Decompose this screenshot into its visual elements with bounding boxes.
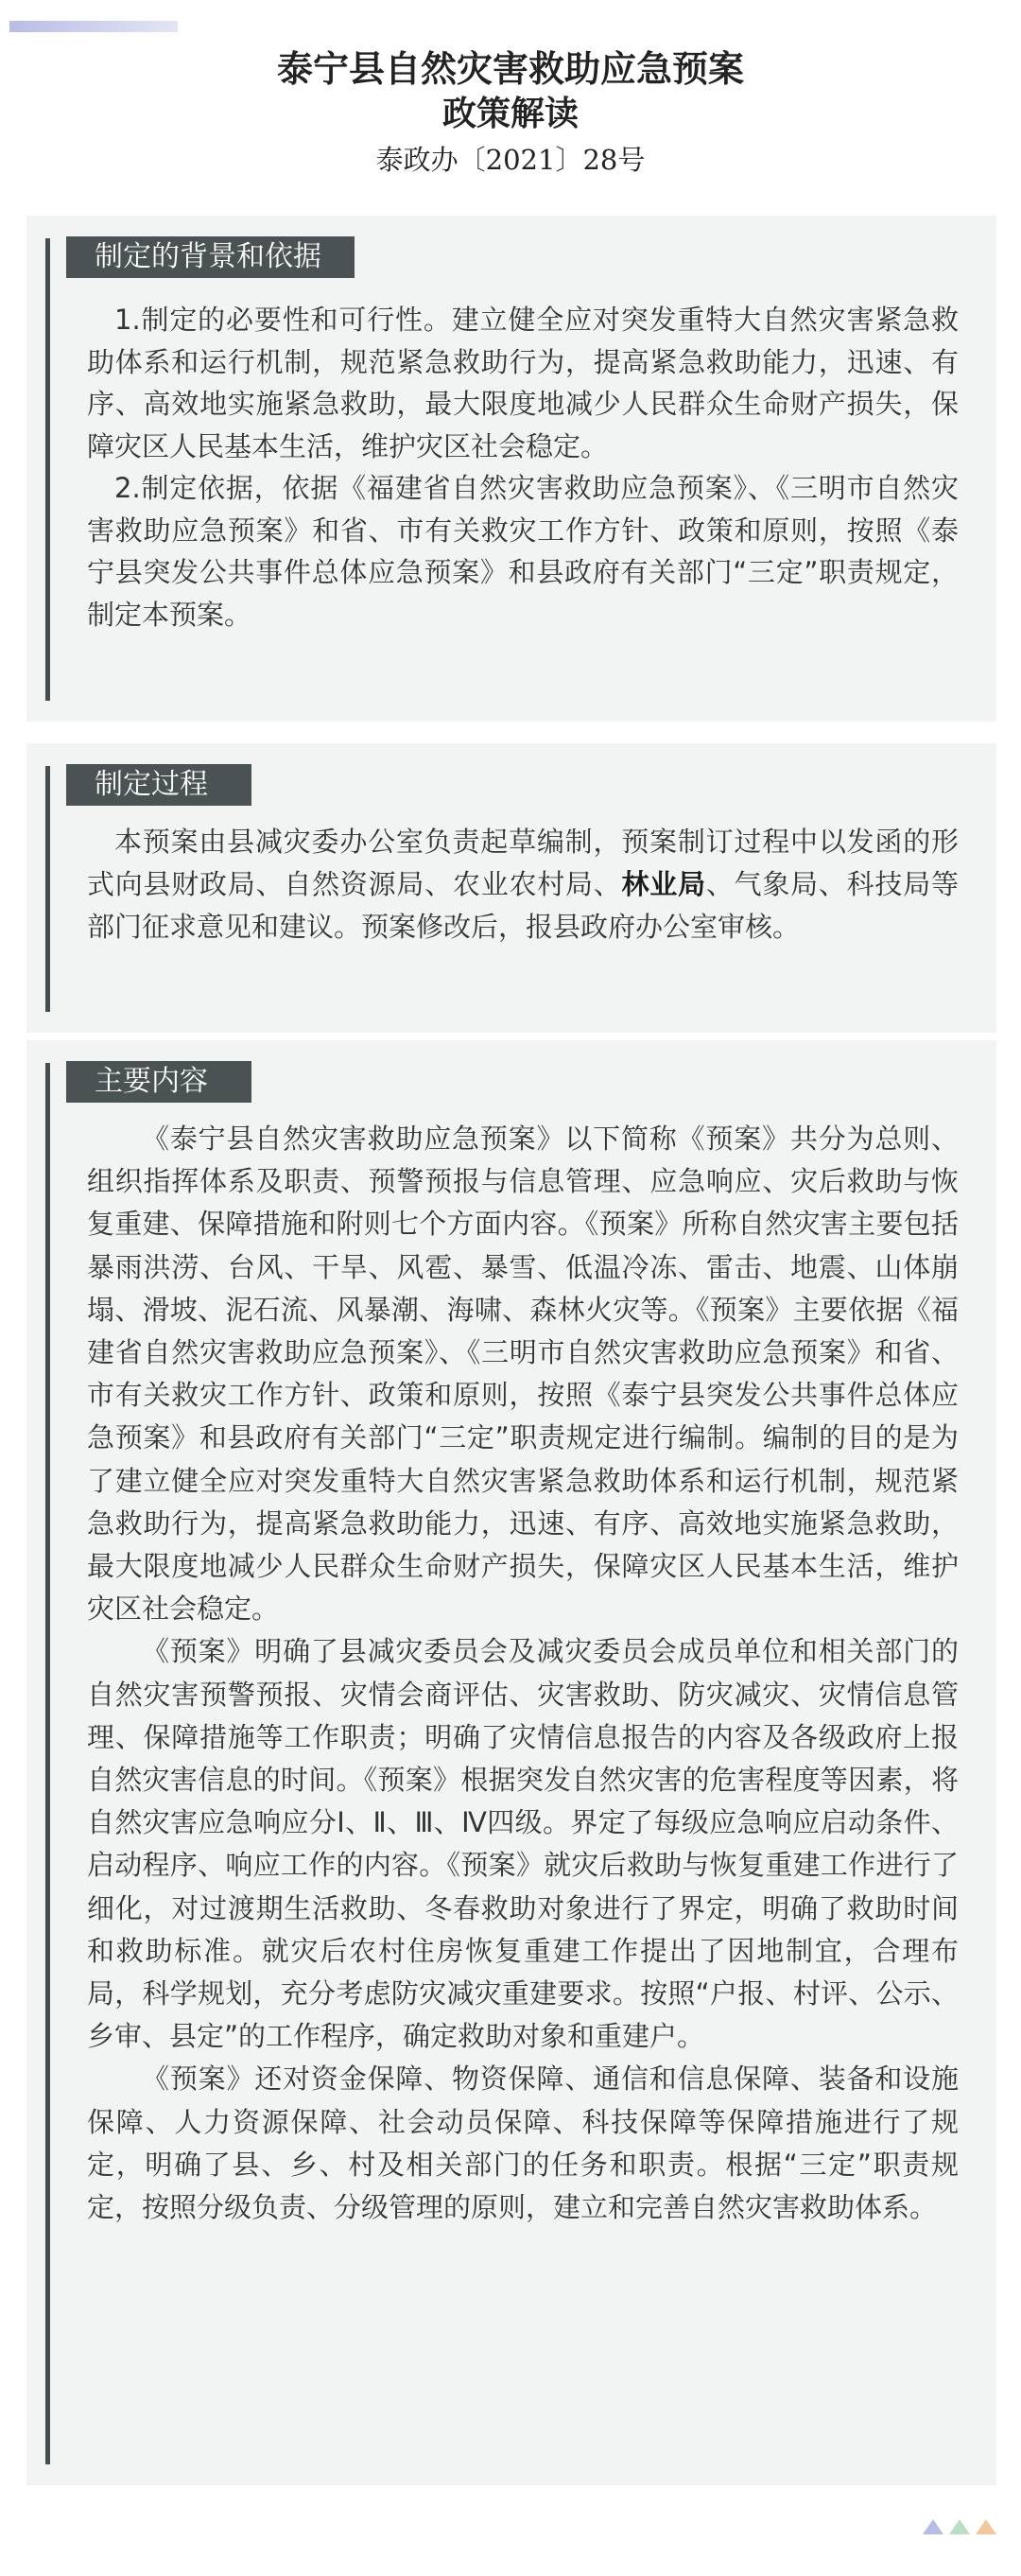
triangle-icon	[949, 2519, 970, 2534]
paragraph: 《预案》明确了县减灾委员会及减灾委员会成员单位和相关部门的自然灾害预警预报、灾情会商评估、灾害救助、防灾减灾、灾情信息管理、保障措施等工作职责；明确了灾情信息报告的内容及各级政府上报自然灾害信息的时间。《预案》根据突发自然灾害的危害程度等因素，将自然灾害应急响应分Ⅰ、Ⅱ、Ⅲ、Ⅳ四级。界定了每级应急响应启动条件、启动程序、响应工作的内容。《预案》就灾后救助与恢复重建工作进行了细化，对过渡期生活救助、冬春救助对象进行了界定，明确了救助时间和救助标准。就灾后农村住房恢复重建工作提出了因地制宜，合理布局，科学规划，充分考虑防灾减灾重建要求。按照“户报、村评、公示、乡审、县定”的工作程序，确定救助对象和重建户。	[87, 1635, 959, 2053]
paragraph: 《泰宁县自然灾害救助应急预案》以下简称《预案》共分为总则、组织指挥体系及职责、预警预报与信息管理、应急响应、灾后救助与恢复重建、保障措施和附则七个方面内容。《预案》所称自然灾害主要包括暴雨洪涝、台风、干旱、风雹、暴雪、低温冷冻、雷击、地震、山体崩塌、滑坡、泥石流、风暴潮、海啸、森林火灾等。《预案》主要依据《福建省自然灾害救助应急预案》、《三明市自然灾害救助应急预案》和省、市有关救灾工作方针、政策和原则，按照《泰宁县突发公共事件总体应急预案》和县政府有关部门“三定”职责规定进行编制。编制的目的是为了建立健全应对突发重特大自然灾害紧急救助体系和运行机制，规范紧急救助行为，提高紧急救助能力，迅速、有序、高效地实施紧急救助，最大限度地减少人民群众生命财产损失，保障灾区人民基本生活，维护灾区社会稳定。	[87, 1123, 959, 1626]
section-body	[87, 1118, 959, 2229]
section-heading: 主要内容	[66, 1061, 251, 1103]
document-number: 泰政办〔2021〕28号	[375, 144, 646, 176]
paragraph: 1.制定的必要性和可行性。建立健全应对突发重特大自然灾害紧急救助体系和运行机制，规范紧急救助行为，提高紧急救助能力，迅速、有序、高效地实施紧急救助，最大限度地减少人民群众生命财产损失，保障灾区人民基本生活，维护灾区社会稳定。	[87, 304, 959, 462]
paragraph: 《预案》还对资金保障、物资保障、通信和信息保障、装备和设施保障、人力资源保障、社会动员保障、科技保障等保障措施进行了规定，明确了县、乡、村及相关部门的任务和职责。根据“三定”职责规定，按照分级负责、分级管理的原则，建立和完善自然灾害救助体系。	[87, 2063, 959, 2224]
emphasized-text: 林业局	[621, 868, 706, 900]
paragraph	[87, 821, 959, 949]
section-body	[87, 299, 959, 635]
paragraph-text: 、气象局、科技局等部门征求意见和建议。预案修改后，报县政府办公室审核。	[87, 868, 959, 943]
section-background-basis	[26, 216, 996, 722]
page-title: 泰宁县自然灾害救助应急预案	[276, 47, 744, 90]
triangle-icon	[923, 2519, 943, 2534]
decorative-triangles	[923, 2519, 996, 2534]
paragraph-text: 本预案由县减灾委办公室负责起草编制，预案制订过程中以发函的形式向县财政局、自然资源局、农业农村局、	[87, 826, 959, 900]
paragraph: 2.制定依据，依据《福建省自然灾害救助应急预案》、《三明市自然灾害救助应急预案》和省、市有关救灾工作方针、政策和原则，按照《泰宁县突发公共事件总体应急预案》和县政府有关部门“三定”职责规定，制定本预案。	[87, 472, 959, 631]
section-heading: 制定的背景和依据	[66, 236, 355, 278]
top-accent-bar	[9, 21, 178, 32]
section-body	[87, 821, 959, 949]
section-drafting-process	[26, 743, 996, 1033]
triangle-icon	[976, 2519, 996, 2534]
section-left-rule	[45, 1063, 50, 2464]
page-subtitle: 政策解读	[441, 94, 579, 133]
page-header	[0, 45, 1021, 180]
section-main-content	[26, 1040, 996, 2485]
section-heading: 制定过程	[66, 764, 251, 806]
section-left-rule	[45, 238, 50, 701]
section-left-rule	[45, 766, 50, 1012]
